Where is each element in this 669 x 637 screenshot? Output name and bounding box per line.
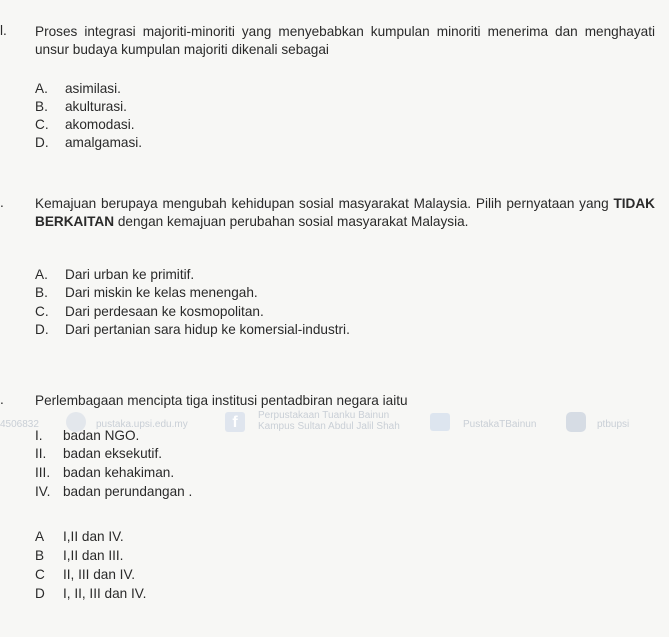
statement-i: I. badan NGO. (35, 428, 140, 443)
option-d: D. Dari pertanian sara hidup ke komersial-industri. (35, 322, 350, 337)
option-a: A. Dari urban ke primitif. (35, 267, 195, 282)
option-b: B I,II dan III. (35, 548, 124, 563)
question-number: . (0, 392, 4, 407)
statement-iv: IV. badan perundangan . (35, 484, 193, 499)
question-number: . (0, 195, 4, 210)
watermark-site: pustaka.upsi.edu.my (96, 419, 188, 430)
instagram-icon (566, 412, 586, 432)
watermark-instagram: ptbupsi (597, 419, 630, 430)
option-c: C. akomodasi. (35, 117, 135, 132)
statement-iii: III. badan kehakiman. (35, 465, 175, 480)
facebook-icon: f (225, 412, 245, 432)
twitter-icon (430, 413, 450, 431)
option-c: C. Dari perdesaan ke kosmopolitan. (35, 304, 264, 319)
option-b: B. akulturasi. (35, 99, 127, 114)
option-d: D. amalgamasi. (35, 135, 143, 150)
question-stem: Proses integrasi majoriti-minoriti yang menyebabkan kumpulan minoriti menerima dan menghayati unsur budaya kumpulan majoriti dikenali sebagai (35, 24, 655, 57)
option-a: A I,II dan IV. (35, 529, 124, 544)
question-stem: Kemajuan berupaya mengubah kehidupan sosial masyarakat Malaysia. Pilih pernyataan yang TIDAK BERKAITAN dengan kemajuan perubahan sosial masyarakat Malaysia. (35, 196, 655, 229)
option-b: B. Dari miskin ke kelas menengah. (35, 285, 258, 300)
question-number: l. (0, 23, 7, 38)
statement-ii: II. badan eksekutif. (35, 446, 162, 461)
watermark-code: 4506832 (0, 419, 39, 430)
option-c: C II, III dan IV. (35, 567, 136, 582)
question-stem: Perlembagaan mencipta tiga institusi pentadbiran negara iaitu (35, 393, 408, 408)
watermark-twitter: PustakaTBainun (463, 419, 537, 430)
option-d: D I, II, III dan IV. (35, 586, 147, 601)
watermark-library: Perpustakaan Tuanku Bainun Kampus Sultan Abdul Jalil Shah (258, 410, 400, 432)
option-a: A. asimilasi. (35, 81, 121, 96)
